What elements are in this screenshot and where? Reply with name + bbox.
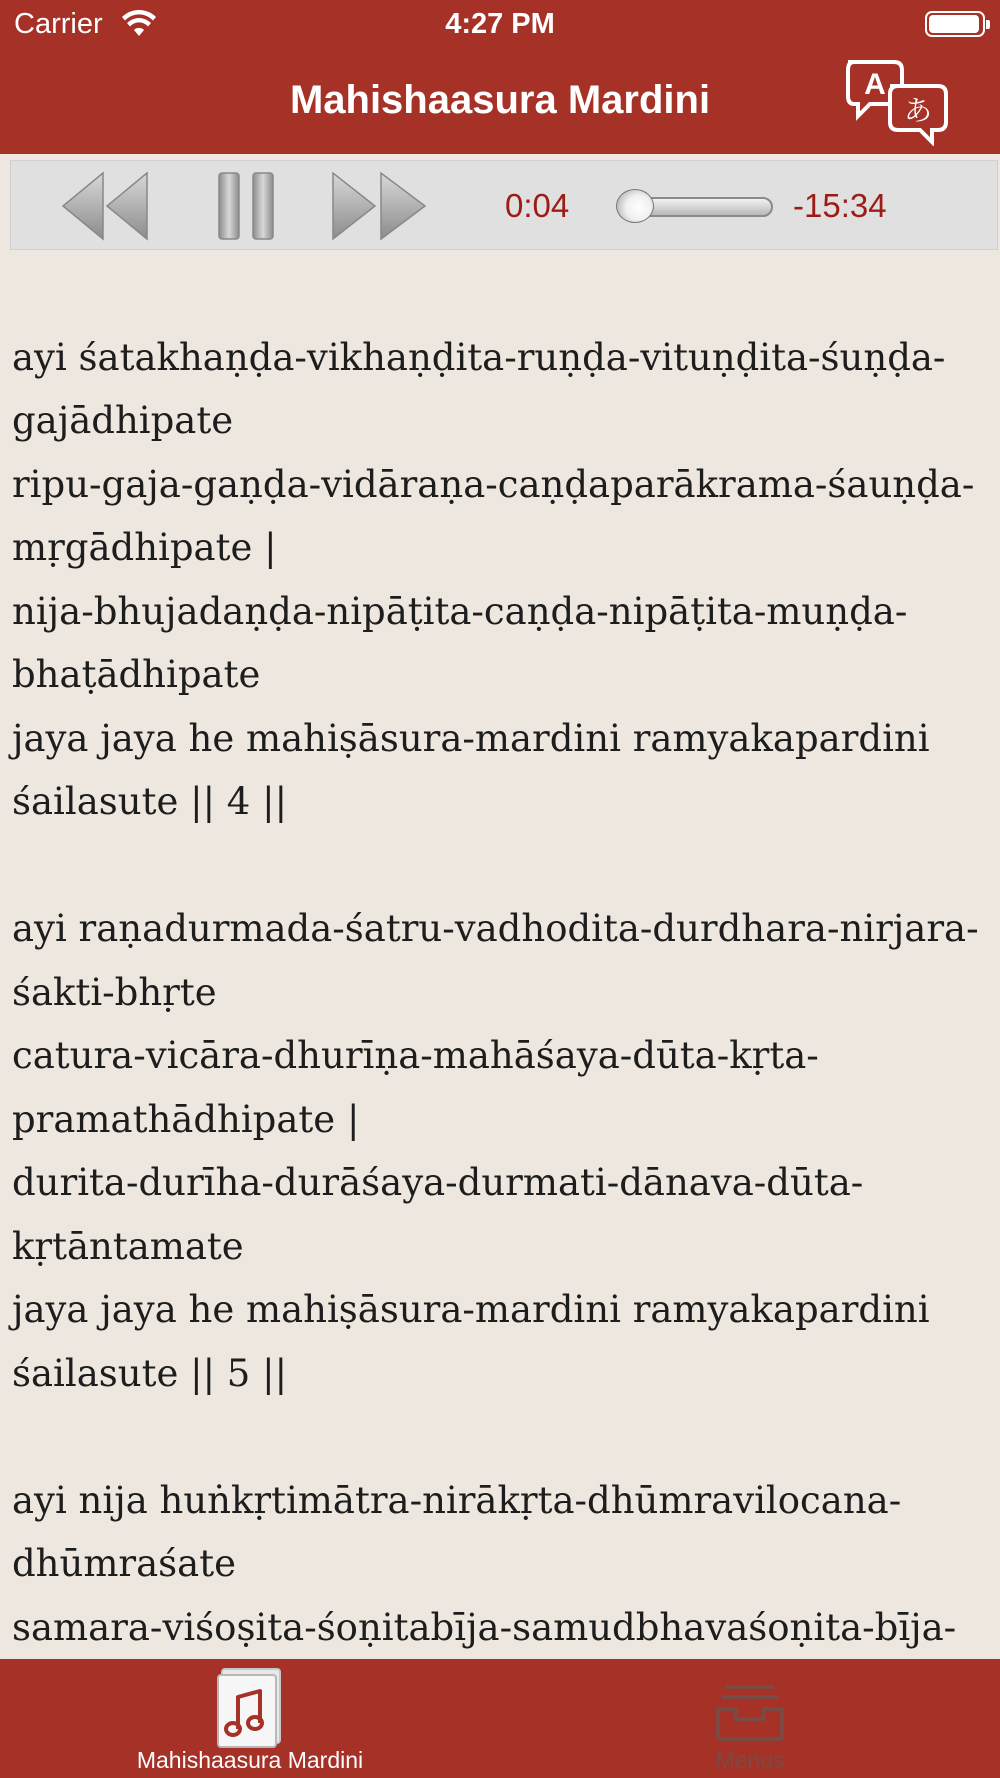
verse-line: śailasute || 5 || [12,1351,288,1395]
verse-line: durita-durīha-durāśaya-durmati-dānava-dūta- [12,1161,864,1204]
verse-line: śakti-bhṛte [12,970,217,1014]
verse-line: dhūmraśate [12,1542,236,1585]
status-time: 4:27 PM [445,8,555,40]
verse [12,1469,1000,1660]
verse-line: śailasute || 4 || [12,780,288,823]
lyrics-text [0,262,1000,1659]
verse-line: jaya jaya he mahiṣāsura-mardini ramyakapardini [12,1288,930,1331]
svg-text:あ: あ [903,94,933,127]
verse-line: ripu-gaja-gaṇḍa-vidāraṇa-caṇḍaparākrama-śauṇḍa- [12,462,975,506]
music-book-icon [212,1667,288,1749]
verse-line: jaya jaya he mahiṣāsura-mardini ramyakapardini [12,716,930,760]
verse [12,326,1000,834]
verse-line: samara-viśoṣita-śoṇitabīja-samudbhavaśoṇita-bīja- [12,1605,957,1649]
verse-line: pramathādhipate | [12,1097,360,1141]
tab-mahishaasura-mardini[interactable] [0,1659,500,1778]
verse-line: gajādhipate [12,399,234,442]
navigation-bar [0,0,1000,154]
elapsed-time: 0:04 [505,187,570,224]
verse [12,897,1000,1405]
audio-player [10,160,998,250]
inbox-tray-icon [712,1667,788,1749]
verse-line: kṛtāntamate [12,1224,244,1268]
playback-slider[interactable] [615,189,775,223]
remaining-time: -15:34 [793,187,887,224]
fast-forward-icon[interactable] [329,171,429,241]
rewind-icon[interactable] [61,171,151,241]
verse-line: bhaṭādhipate [12,653,261,696]
battery-icon [925,11,985,37]
tab-bar [0,1659,1000,1778]
tab-menus[interactable] [500,1659,1000,1778]
tab-label: Menus [715,1747,785,1773]
translate-button[interactable] [840,56,952,146]
tab-label: Mahishaasura Mardini [136,1747,364,1773]
carrier-label: Carrier [14,8,103,40]
verse-line: ayi nija huṅkṛtimātra-nirākṛta-dhūmravilocana- [12,1478,902,1522]
verse-line: ayi raṇadurmada-śatru-vadhodita-durdhara-nirjara- [12,907,979,950]
svg-text:A: A [864,68,886,101]
verse-line: nija-bhujadaṇḍa-nipāṭita-caṇḍa-nipāṭita-muṇḍa- [12,589,908,633]
slider-thumb[interactable] [616,189,654,223]
translate-icon [840,56,952,146]
verse-line: ayi śatakhaṇḍa-vikhaṇḍita-ruṇḍa-vituṇḍita-śuṇḍa- [12,335,946,379]
verse-line: mṛgādhipate | [12,526,277,569]
page-title: Mahishaasura Mardini [289,78,711,122]
pause-icon[interactable] [201,171,291,241]
verse-line: catura-vicāra-dhurīṇa-mahāśaya-dūta-kṛta- [12,1034,819,1077]
status-bar [0,0,1000,50]
